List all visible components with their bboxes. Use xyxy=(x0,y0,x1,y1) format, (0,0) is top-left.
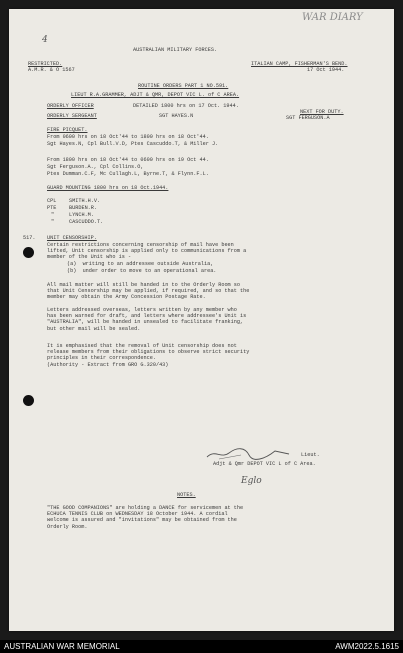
order-heading: UNIT CENSORSHIP. xyxy=(47,235,97,241)
page-number-annotation: 4 xyxy=(42,35,48,45)
notes-heading: NOTES. xyxy=(177,492,196,498)
fire-picquet-line-3: From 1800 hrs on 18 Oct'44 to 0600 hrs on 19 Oct 44. xyxy=(47,157,209,163)
order-authority: (Authority - Extract from GRO G.320/43) xyxy=(47,362,169,368)
location: ITALIAN CAMP, FISHERMAN'S BEND. xyxy=(251,61,348,67)
next-for-duty-label: NEXT FOR DUTY. xyxy=(300,109,344,115)
punch-hole xyxy=(23,395,34,406)
footer-accession-number: AWM2022.5.1615 xyxy=(335,642,399,651)
guard-name: LYNCH.M. xyxy=(69,212,94,218)
order-paragraph-3: Letters addressed overseas, letters written by any member who has been warned for draft, and letters where addressee's Unit is "AUSTRALIA", will be handed in unsealed to facilitate franking, but other mail will be sealed. xyxy=(47,307,247,332)
guard-name: CASCUDDO.T. xyxy=(69,219,104,225)
war-diary-annotation: WAR DIARY xyxy=(302,12,363,23)
guard-rank: CPL xyxy=(47,198,57,204)
guard-rank: PTE xyxy=(47,205,57,211)
guard-name: BURDEN.R. xyxy=(69,205,98,211)
fire-picquet-line-2: Sgt Hayes.N, Cpl Bull.V.D, Ptes Cascuddo.T, & Miller J. xyxy=(47,141,219,147)
footer-institution: AUSTRALIAN WAR MEMORIAL xyxy=(4,642,120,651)
order-list-item: (a) writing to an addressee outside Australia, xyxy=(67,261,214,267)
reference: A.M.R. & O 1567 xyxy=(28,67,75,73)
document-date: 17 Oct 1944. xyxy=(307,67,345,73)
order-paragraph-1: Certain restrictions concerning censorship of mail have been lifted, Unit censorship is applied only to communications from a member of the Unit who is - xyxy=(47,242,247,261)
guard-rank: " xyxy=(51,212,55,218)
orderly-sergeant-label: ORDERLY SERGEANT xyxy=(47,113,97,119)
order-number: 517. xyxy=(23,235,36,241)
notes-text: "THE GOOD COMPANIONS" are holding a DANCE for servicemen at the ECHUCA TENNIS CLUB on WEDNESDAY 18 October 1944. A cordial welcome is assured and "invitations" may be obtained from the Orderly Room. xyxy=(47,505,244,530)
signature-title: Adjt & Qmr DEPOT VIC L of C Area. xyxy=(213,461,316,467)
signature-initials: Eglo xyxy=(241,476,262,486)
document-title: AUSTRALIAN MILITARY FORCES. xyxy=(133,47,218,53)
issued-by: LIEUT R.A.GRAMMER, ADJT & QMR, DEPOT VIC L. of C AREA. xyxy=(71,92,240,98)
archive-footer xyxy=(0,640,403,653)
fire-picquet-heading: FIRE PICQUET. xyxy=(47,127,88,133)
signature-rank: Lieut. xyxy=(301,452,320,458)
next-for-duty-sergeant: SGT FERGUSON.A xyxy=(286,115,330,121)
orderly-officer-detail: DETAILED 1800 hrs on 17 Oct. 1944. xyxy=(133,103,239,109)
order-paragraph-2: All mail matter will still be handed in to the Orderly Room so that Unit Censorship may be applied, if required, and so that the member may obtain the Army Concession Postage Rate. xyxy=(47,282,250,301)
classification: RESTRICTED. xyxy=(28,61,63,67)
guard-rank: " xyxy=(51,219,55,225)
orders-title: ROUTINE ORDERS PART 1 NO.591. xyxy=(138,83,229,89)
document-page xyxy=(9,9,394,631)
fire-picquet-line-1: From 0600 hrs on 18 Oct'44 to 1800 hrs on 18 Oct'44. xyxy=(47,134,209,140)
orderly-sergeant: SGT HAYES.N xyxy=(159,113,194,119)
fire-picquet-line-5: Ptes Dumman.C.F, Mc Cullagh.L, Byrne.T, & Flynn.F.L. xyxy=(47,171,209,177)
fire-picquet-line-4: Sgt Ferguson.A., Cpl Collins.O, xyxy=(47,164,144,170)
order-list-item: (b) under order to move to an operational area. xyxy=(67,268,217,274)
guard-name: SMITH.H.V. xyxy=(69,198,101,204)
orderly-officer-label: ORDERLY OFFICER xyxy=(47,103,94,109)
punch-hole xyxy=(23,247,34,258)
order-paragraph-4: It is emphasised that the removal of Unit censorship does not release members from their obligations to observe strict security principles in their correspondence. xyxy=(47,343,250,362)
guard-mounting-heading: GUARD MOUNTING 1800 hrs on 18 Oct.1944. xyxy=(47,185,169,191)
